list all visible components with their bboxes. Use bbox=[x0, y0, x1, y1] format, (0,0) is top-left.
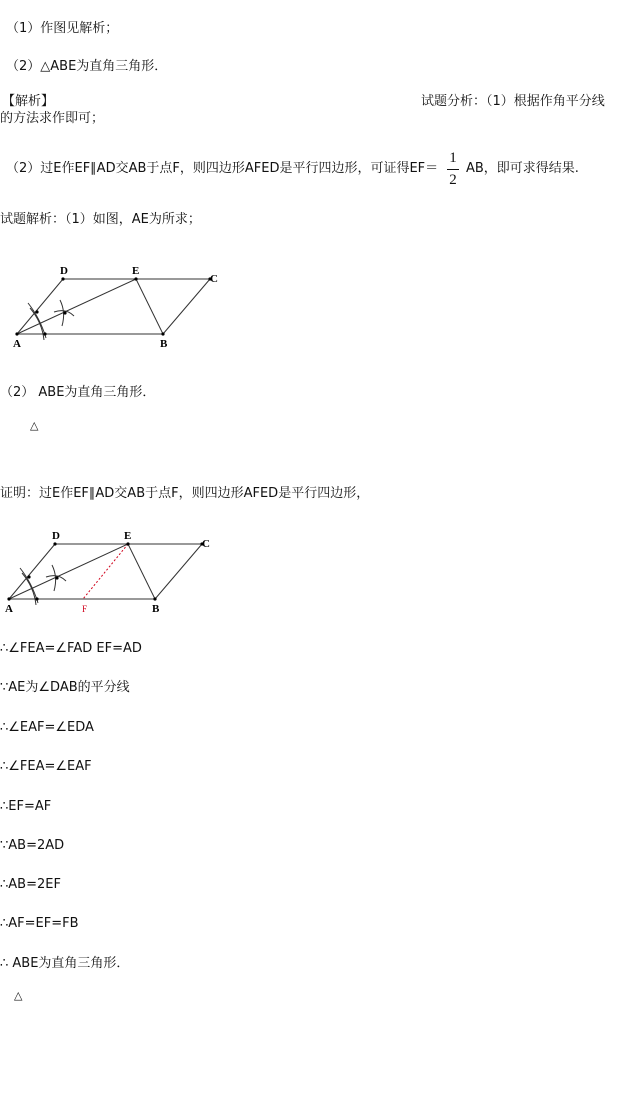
proof-step-4: ∴∠FEA=∠EAF bbox=[0, 759, 92, 774]
proof-step-5: ∴EF=AF bbox=[0, 799, 52, 814]
solution-line-1: 试题解析：（1）如图，AE为所求； bbox=[0, 212, 201, 227]
figure-1-segment-eb bbox=[136, 279, 163, 334]
proof-step-1: ∴∠FEA=∠FAD EF=AD bbox=[0, 641, 142, 656]
figure-2-parallelogram bbox=[9, 544, 202, 599]
figure-1-points bbox=[15, 277, 211, 335]
figure-2-label-a: A bbox=[5, 603, 13, 615]
answer-line-2: （2）△ABE为直角三角形． bbox=[6, 59, 168, 74]
figure-1-segment-ae bbox=[17, 279, 136, 334]
proof-intro: 证明：过E作EF∥AD交AB于点F，则四边形AFED是平行四边形， bbox=[0, 486, 370, 501]
fraction-numerator: 1 bbox=[449, 150, 457, 166]
proof-step-3: ∴∠EAF=∠EDA bbox=[0, 720, 94, 735]
proof-step-2: ∵AE为∠DAB的平分线 bbox=[0, 680, 130, 695]
figure-1-label-c: C bbox=[210, 273, 218, 285]
analysis-part2-after: AB，即可求得结果. bbox=[466, 161, 579, 176]
analysis-part2-before: （2）过E作EF∥AD交AB于点F，则四边形AFED是平行四边形，可证得EF＝ bbox=[6, 161, 439, 176]
figure-1-label-e: E bbox=[132, 265, 140, 277]
figure-2-label-e: E bbox=[124, 530, 132, 542]
proof-step-6: ∵AB=2AD bbox=[0, 838, 65, 853]
triangle-symbol-2: △ bbox=[14, 989, 23, 1002]
figure-2-label-f: F bbox=[82, 604, 88, 614]
figure-2-label-d: D bbox=[52, 530, 60, 542]
proof-step-7: ∴AB=2EF bbox=[0, 877, 61, 892]
proof-step-9: ∴ ABE为直角三角形． bbox=[0, 956, 130, 971]
figure-1-label-a: A bbox=[13, 338, 21, 350]
analysis-heading: 【解析】 bbox=[2, 94, 55, 109]
answer-line-1: （1）作图见解析； bbox=[6, 21, 119, 36]
fraction-denominator: 2 bbox=[449, 172, 457, 188]
proof-step-8: ∴AF=EF=FB bbox=[0, 916, 79, 931]
figure-2-points bbox=[7, 542, 203, 600]
figure-2-segment-eb bbox=[128, 544, 155, 599]
figure-2-label-c: C bbox=[202, 538, 210, 550]
figure-2-label-b: B bbox=[152, 603, 160, 615]
figure-1-label-b: B bbox=[160, 338, 168, 350]
figure-2-segment-ae bbox=[9, 544, 128, 599]
figure-1-label-d: D bbox=[60, 265, 68, 277]
triangle-symbol-1: △ bbox=[30, 419, 39, 432]
solution-part2: （2） ABE为直角三角形． bbox=[0, 385, 156, 400]
figure-1-parallelogram bbox=[17, 279, 210, 334]
analysis-intro: 试题分析：（1）根据作角平分线 bbox=[421, 94, 605, 109]
figure-2-segment-ef bbox=[83, 544, 128, 599]
analysis-intro-cont: 的方法求作即可； bbox=[0, 111, 105, 126]
